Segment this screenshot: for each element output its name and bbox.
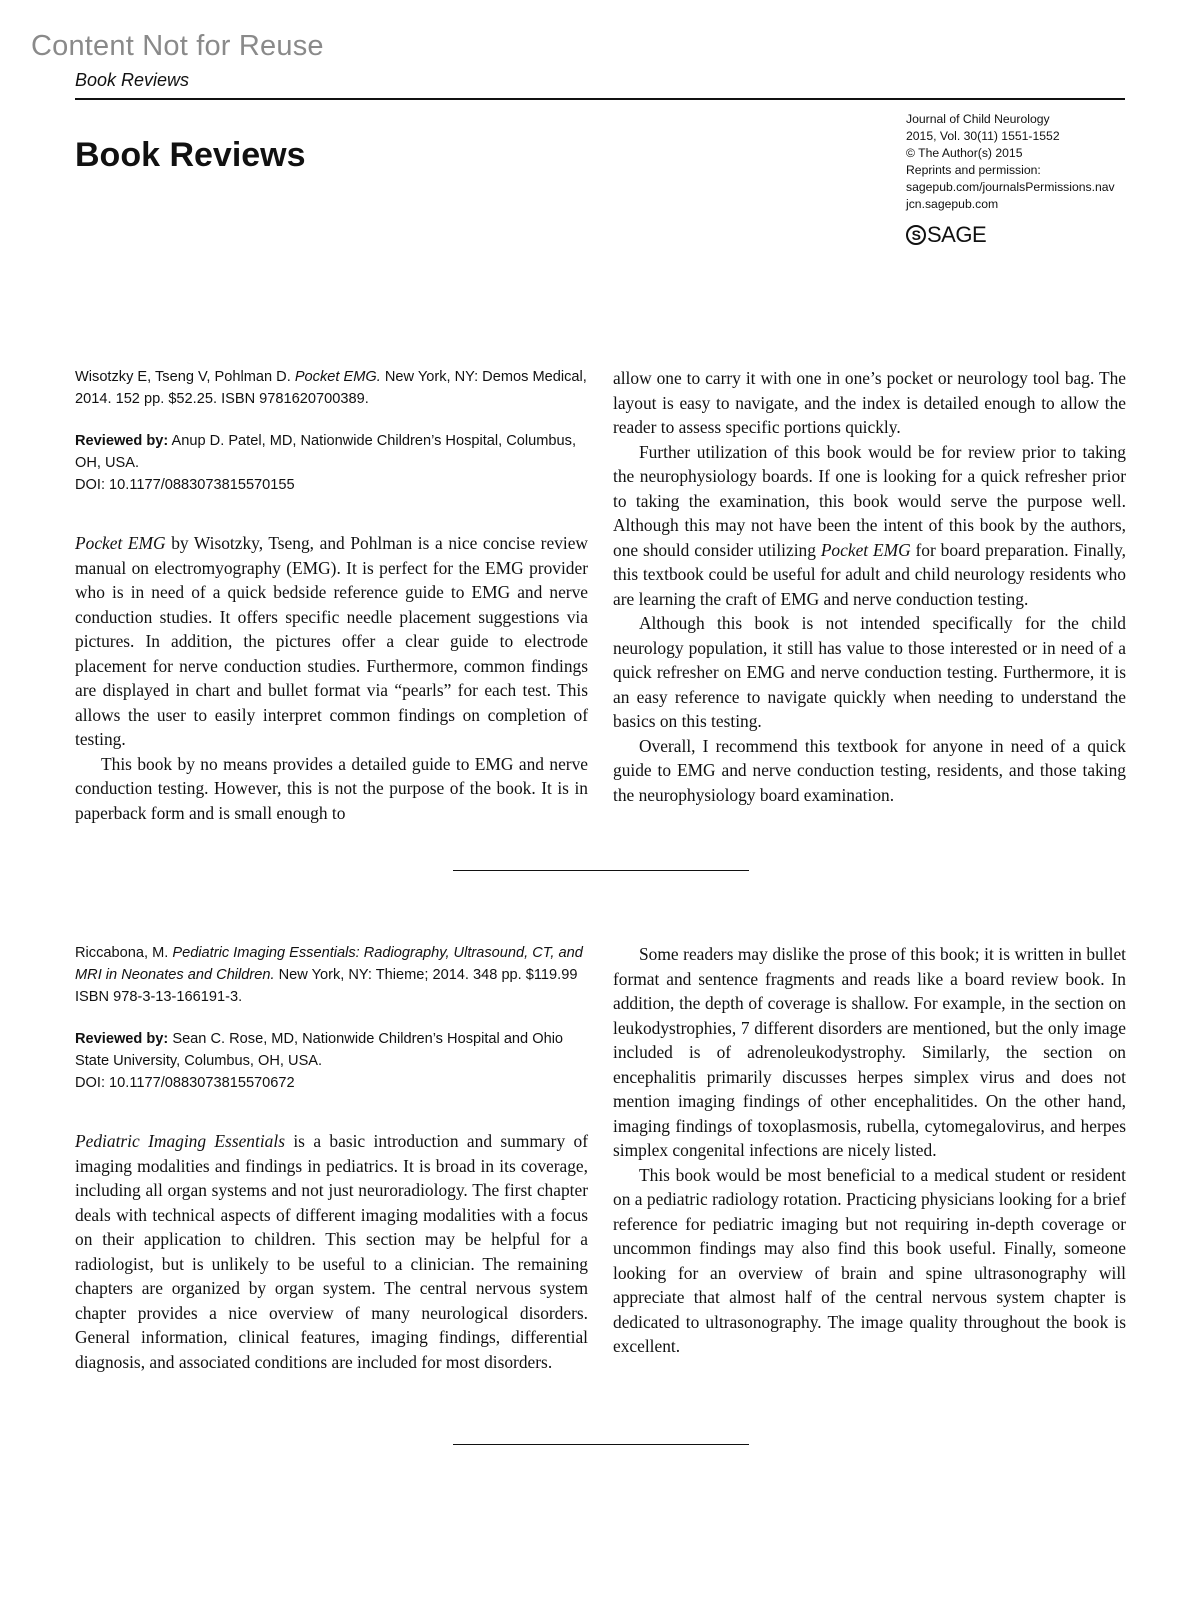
reviewer-label: Reviewed by:	[75, 1031, 169, 1047]
review-separator	[453, 1444, 749, 1445]
review-2-citation	[75, 942, 588, 1008]
journal-volume: 2015, Vol. 30(11) 1551-1552	[906, 129, 1060, 143]
citation-authors: Riccabona, M.	[75, 945, 173, 961]
citation-book-title: Pediatric Imaging Essentials: Radiography, Ultrasound, CT, and MRI in Neonates and Children.	[75, 945, 583, 983]
paragraph-text: Further utilization of this book would be for review prior to taking the neurophysiology boards. If one is looking for a quick refresher prior to taking the examination, this book would serve the purpose well. Although this may not have been the intent of this book by the authors, one should consider utilizing	[613, 441, 1126, 560]
sage-logo-text: SAGE	[927, 222, 987, 247]
review-1-citation	[75, 366, 588, 410]
review-2-left-column	[75, 942, 588, 1374]
review-separator	[453, 870, 749, 871]
review-1-right-column	[613, 366, 1126, 807]
paragraph-text: by Wisotzky, Tseng, and Pohlman is a nice concise review manual on electromyography (EMG). It is perfect for the EMG provider who is in need of a quick bedside reference guide to EMG and nerve conduction studies. It offers specific needle placement suggestions via pictures. In addition, the pictures offer a clear guide to electrode placement for nerve conduction studies. Furthermore, common findings are displayed in chart and bullet format via “pearls” for each test. This allows the user to easily interpret common findings on completion of testing.	[75, 533, 588, 749]
book-title-lead: Pediatric Imaging Essentials	[75, 1131, 285, 1151]
reviewer-name: Anup D. Patel, MD, Nationwide Children’s Hospital, Columbus, OH, USA.	[75, 433, 577, 471]
reviewer-label: Reviewed by:	[75, 433, 169, 449]
review-2-reviewer	[75, 1028, 588, 1072]
sage-logo	[906, 222, 986, 248]
permissions-link[interactable]: sagepub.com/journalsPermissions.nav	[906, 180, 1115, 194]
citation-authors: Wisotzky E, Tseng V, Pohlman D.	[75, 369, 295, 385]
book-title-lead: Pocket EMG	[75, 533, 166, 553]
review-1-reviewer	[75, 430, 588, 474]
journal-reprints: Reprints and permission:	[906, 163, 1041, 177]
page-title: Book Reviews	[75, 136, 306, 174]
citation-book-title: Pocket EMG.	[294, 369, 381, 385]
review-2-paragraph-2: Some readers may dislike the prose of this book; it is written in bullet format and sentence fragments and reads like a board review book. In addition, the depth of coverage is shallow. For example, in the section on leukodystrophies, 7 different disorders are mentioned, but the only image included is of adrenoleukodystrophy. Similarly, the section on encephalitis primarily discusses herpes simplex virus and does not mention imaging findings of other encephalitides. On the other hand, imaging findings of toxoplasmosis, rubella, cytomegalovirus, and herpes simplex congenital infections are nicely listed.	[613, 944, 1126, 1160]
watermark-text: Content Not for Reuse	[31, 30, 324, 62]
citation-publication: New York, NY: Demos Medical, 2014. 152 pp. $52.25. ISBN 9781620700389.	[75, 369, 587, 407]
paragraph-text: is a basic introduction and summary of imaging modalities and findings in pediatrics. It is broad in its coverage, including all organ systems and not just neuroradiology. The first chapter deals with technical aspects of different imaging modalities with a focus on their application to children. This section may be helpful for a radiologist, but is unlikely to be useful to a clinician. The remaining chapters are organized by organ system. The central nervous system chapter provides a nice overview of many neurological disorders. General information, clinical features, imaging findings, differential diagnosis, and associated conditions are included for most disorders.	[75, 1131, 588, 1372]
running-header: Book Reviews	[75, 70, 190, 90]
journal-site-link[interactable]: jcn.sagepub.com	[906, 197, 999, 211]
review-2-paragraph-3: This book would be most beneficial to a medical student or resident on a pediatric radiology rotation. Practicing physicians looking for a brief reference for pediatric imaging but not requiring in-depth coverage or uncommon findings may also find this book useful. Finally, someone looking for an overview of brain and spine ultrasonography will appreciate that almost half of the central nervous system chapter is dedicated to ultrasonography. The image quality throughout the book is excellent.	[613, 1164, 1126, 1356]
review-1-paragraph-5: Although this book is not intended specifically for the child neurology population, it still has value to those interested or in need of a quick refresher on EMG and nerve conduction testing. Furthermore, it is an easy reference to navigate quickly when needing to understand the basics on this testing.	[613, 613, 1126, 731]
journal-name: Journal of Child Neurology	[906, 112, 1050, 126]
review-1-paragraph-3: allow one to carry it with one in one’s pocket or neurology tool bag. The layout is easy to navigate, and the index is detailed enough to allow the reader to assess specific portions quickly.	[613, 368, 1126, 437]
review-1-paragraph-4	[613, 440, 1126, 612]
journal-copyright: © The Author(s) 2015	[906, 146, 1023, 160]
review-1-doi: DOI: 10.1177/0883073815570155	[75, 477, 295, 493]
review-1-paragraph-6: Overall, I recommend this textbook for anyone in need of a quick guide to EMG and nerve conduction testing, residents, and those taking the neurophysiology board examination.	[613, 735, 1126, 805]
sage-logo-icon: S	[906, 225, 926, 245]
review-2-right-column	[613, 942, 1126, 1359]
review-1-left-column	[75, 366, 588, 825]
journal-info	[906, 111, 1115, 213]
book-title-inline: Pocket EMG	[820, 539, 911, 560]
review-1-paragraph-2: This book by no means provides a detailed guide to EMG and nerve conduction testing. However, this is not the purpose of the book. It is in paperback form and is small enough to	[75, 753, 588, 823]
citation-publication: New York, NY: Thieme; 2014. 348 pp. $119.99 ISBN 978-3-13-166191-3.	[75, 967, 578, 1005]
paragraph-text: for board preparation. Finally, this textbook could be useful for adult and child neurology residents who are learning the craft of EMG and nerve conduction testing.	[613, 539, 1126, 609]
review-2-doi: DOI: 10.1177/0883073815570672	[75, 1075, 295, 1091]
header-rule	[75, 98, 1125, 100]
review-1-paragraph-1	[75, 531, 588, 752]
review-2-paragraph-1	[75, 1129, 588, 1374]
reviewer-name: Sean C. Rose, MD, Nationwide Children’s Hospital and Ohio State University, Columbus, OH, USA.	[75, 1031, 564, 1069]
